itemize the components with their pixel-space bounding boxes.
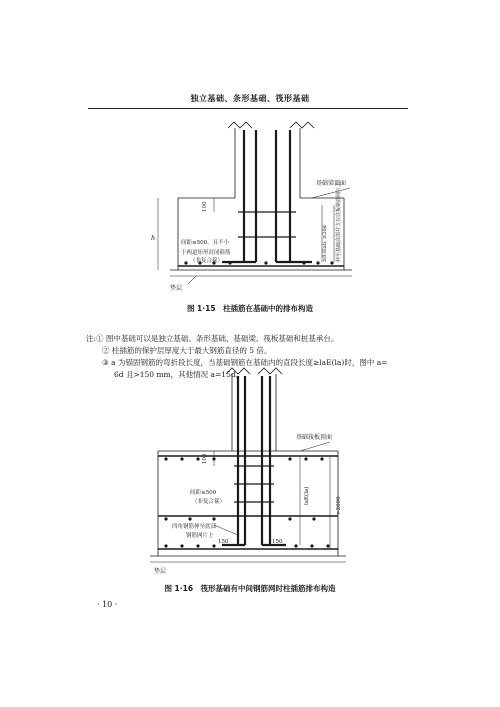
label-150-a: 150: [218, 539, 229, 545]
label-nonfull: （非复合箍）: [192, 499, 226, 505]
break-mark: [258, 368, 282, 374]
label-side: 伸至基础底部并支在底板钢筋网片上: [336, 181, 342, 262]
label-corner: 四角钢筋伸至底部: [172, 524, 217, 530]
break-mark: [226, 368, 250, 374]
label-gap-2: 于两道矩形封闭箍筋: [181, 250, 231, 256]
figure-caption-1-16: 图 1·16 筏形基础有中间钢筋网时柱插筋排布构造: [164, 584, 336, 593]
label-foundation-top: 基础梁顶面: [316, 180, 347, 187]
label-anchor: ≥0.6lab, ≥20d: [322, 225, 328, 262]
leader-line: [214, 525, 238, 535]
note-line: ③ a 为锚固钢筋的弯折段长度，当基础钢筋在基础内的直段长度≥laE(la)时，图中 a=: [102, 358, 388, 367]
figure-caption-1-15: 图 1·15 柱插筋在基础中的排布构造: [186, 304, 314, 313]
label-raft-top: 基础筏板顶面: [296, 434, 333, 441]
note-line: 注:① 图中基础可以是独立基础、条形基础、基础梁、筏板基础和桩基承台。: [86, 334, 339, 343]
note-line: 6d 且>150 mm，其他情况 a=15d。: [114, 370, 244, 379]
label-gap: 间距≤500: [190, 490, 217, 496]
label-gap: 间距≤500，且不小: [181, 240, 230, 246]
label-2000: >2000: [336, 496, 342, 515]
leader-line: [300, 442, 330, 451]
label-h: h: [151, 234, 156, 242]
label-cushion: 垫层: [154, 568, 167, 575]
label-100: 100: [202, 201, 208, 212]
label-mesh: 钢筋网片上: [186, 533, 214, 539]
label-nonfull: （非复合箍）: [190, 258, 224, 264]
label-150-b: 150: [272, 539, 283, 545]
label-lae: laE(la): [304, 486, 310, 505]
page-number: · 10 ·: [97, 600, 118, 609]
label-100: 100: [202, 453, 208, 464]
note-line: ② 柱插筋的保护层厚度大于最大钢筋直径的 5 倍。: [102, 346, 272, 355]
running-header: 独立基础、条形基础、筏形基础: [190, 94, 310, 103]
label-cushion: 垫层: [170, 285, 183, 292]
